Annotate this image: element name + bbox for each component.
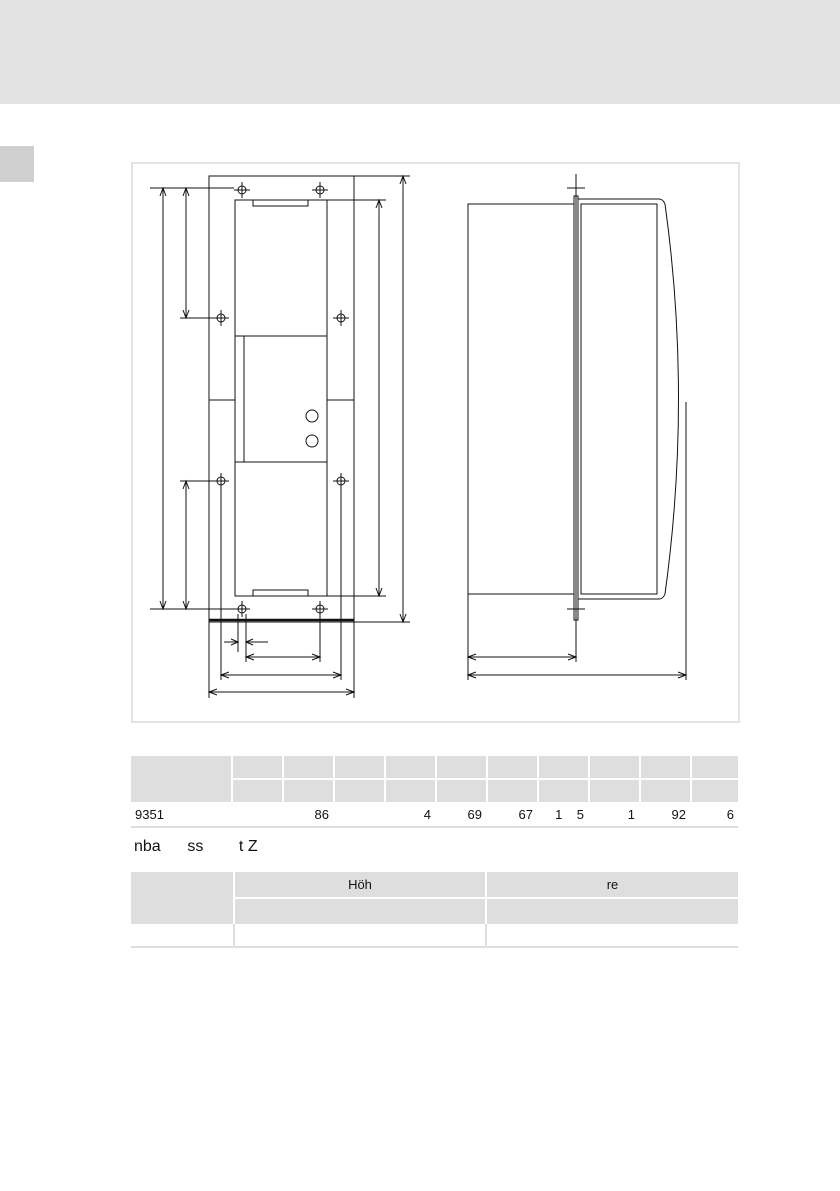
- table-row: [131, 802, 738, 827]
- table-cell: 69: [436, 802, 487, 827]
- header-cell: [232, 756, 283, 779]
- table-cell: [131, 924, 234, 947]
- side-view: [468, 174, 686, 680]
- dimension-drawing: [133, 164, 738, 721]
- header-cell: [131, 872, 234, 924]
- header-cell: [640, 779, 691, 802]
- header-cell: [385, 756, 436, 779]
- header-cell: [589, 756, 640, 779]
- mounting-hole: [333, 310, 349, 326]
- table-cell: 6: [691, 802, 738, 827]
- header-cell: [283, 756, 334, 779]
- table-cell: [234, 924, 486, 947]
- table-cell: [334, 802, 385, 827]
- mounting-hole: [234, 182, 250, 198]
- table-cell: 1 5: [538, 802, 589, 827]
- mounting-hole: [213, 310, 229, 326]
- front-view: [209, 176, 354, 622]
- header-cell: [234, 898, 486, 924]
- mounting-hole: [234, 601, 250, 617]
- header-cell: [283, 779, 334, 802]
- dimensions-header-row: [131, 756, 738, 779]
- header-cell: [691, 779, 738, 802]
- header-cell: [538, 756, 589, 779]
- section-caption: nba ss t Z: [134, 838, 258, 855]
- mounting-hole: [333, 473, 349, 489]
- table-cell: 1: [589, 802, 640, 827]
- mounting-table: [131, 872, 738, 948]
- table-cell: 92: [640, 802, 691, 827]
- mounting-header-row: [131, 872, 738, 898]
- header-cell: [589, 779, 640, 802]
- header-cell: [640, 756, 691, 779]
- dimension-drawing-frame: [131, 162, 740, 723]
- header-cell: [487, 779, 538, 802]
- mounting-hole: [213, 473, 229, 489]
- header-cell: [691, 756, 738, 779]
- dimensions-table: [131, 756, 738, 828]
- header-band: [0, 0, 840, 104]
- header-cell: [334, 779, 385, 802]
- header-cell: [487, 756, 538, 779]
- mounting-hole: [312, 182, 328, 198]
- table-cell: 86: [283, 802, 334, 827]
- type-cell: 9351: [131, 802, 232, 827]
- header-cell: [486, 898, 738, 924]
- header-height: Höh: [234, 872, 486, 898]
- header-cell: [232, 779, 283, 802]
- chapter-tab: [0, 146, 34, 182]
- table-cell: [486, 924, 738, 947]
- table-cell: 4: [385, 802, 436, 827]
- header-cell: [436, 779, 487, 802]
- header-cell: [436, 756, 487, 779]
- header-cell: [334, 756, 385, 779]
- table-cell: 67: [487, 802, 538, 827]
- header-re: re: [486, 872, 738, 898]
- table-row: [131, 924, 738, 947]
- header-cell: [131, 756, 232, 802]
- table-cell: [232, 802, 283, 827]
- header-cell: [385, 779, 436, 802]
- header-cell: [538, 779, 589, 802]
